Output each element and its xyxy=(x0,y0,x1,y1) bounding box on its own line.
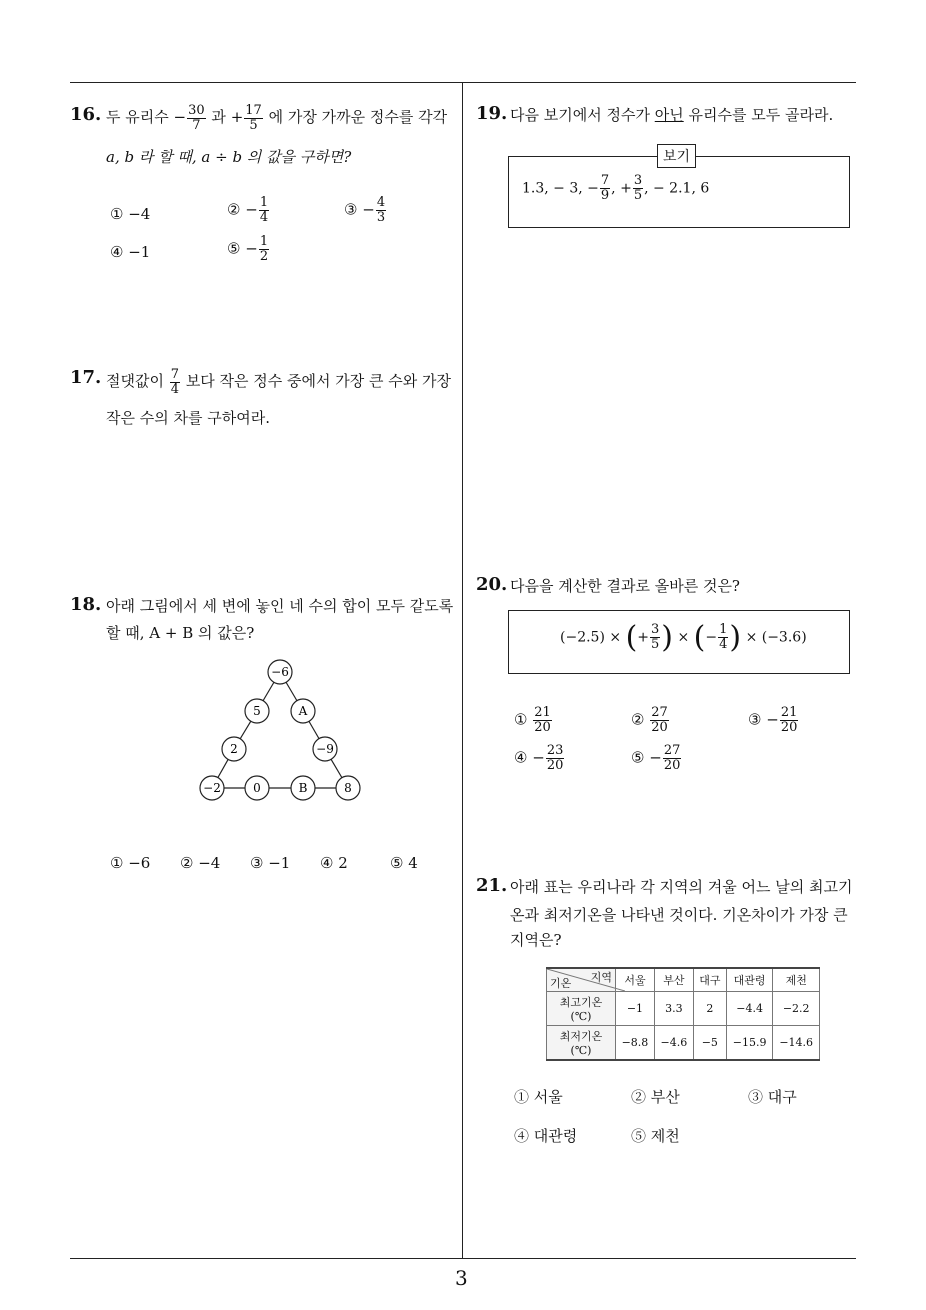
table-header-cell: 대관령 xyxy=(726,968,773,992)
q16-text-b: 과 xyxy=(211,108,226,126)
choice-frac-num: 4 xyxy=(376,195,386,210)
q16-frac1 xyxy=(187,104,206,133)
choice-mark: ② xyxy=(631,710,645,729)
choice-mark: ⑤ xyxy=(227,239,241,258)
node-left-2 xyxy=(222,737,246,761)
q20-frac1-den: 5 xyxy=(651,637,660,652)
choice-mark: ③ xyxy=(748,710,762,729)
node-left-1 xyxy=(245,699,269,723)
q18-choice-1[interactable] xyxy=(110,854,150,872)
q18-question-line1: 아래 그림에서 세 변에 놓인 네 수의 합이 모두 같도록 xyxy=(106,597,454,615)
q17-frac xyxy=(170,368,180,397)
node-label: A xyxy=(298,704,308,718)
table-cell: −4.6 xyxy=(654,1026,693,1061)
q17-frac-den: 4 xyxy=(170,381,180,397)
q16-frac2-sign: + xyxy=(230,108,244,126)
q16-text-a: 두 유리수 xyxy=(106,108,169,126)
q18-number: 18. xyxy=(70,594,102,615)
q20-choice-3[interactable] xyxy=(748,706,799,735)
choice-value: 2 xyxy=(338,854,348,872)
choice-mark: ④ xyxy=(514,748,528,767)
table-corner-cell xyxy=(547,968,616,992)
q21-choice-3[interactable] xyxy=(748,1086,797,1107)
q19-frac1-den: 9 xyxy=(600,188,610,203)
q16-number: 16. xyxy=(70,104,102,125)
choice-mark: ③ xyxy=(250,854,264,872)
corner-label-region: 지역 xyxy=(590,971,612,984)
node-bottom-right xyxy=(336,776,360,800)
q18-nodes xyxy=(200,660,360,800)
q19-text-underlined: 아닌 xyxy=(654,106,684,124)
node-right-1 xyxy=(291,699,315,723)
q21-question-line1: 아래 표는 우리나라 각 지역의 겨울 어느 날의 최고기 xyxy=(510,878,853,896)
q19-frac2 xyxy=(633,174,643,203)
q16-frac2-num: 17 xyxy=(245,102,262,118)
table-cell: −15.9 xyxy=(726,1026,773,1061)
choice-mark: ② xyxy=(227,200,241,219)
choice-mark: ⑤ xyxy=(631,748,645,767)
q21-choice-1[interactable] xyxy=(514,1086,563,1107)
choice-frac xyxy=(259,235,269,264)
choice-frac xyxy=(663,744,682,773)
q19-text-a: 다음 보기에서 정수가 xyxy=(510,106,650,124)
q20-choice-1[interactable] xyxy=(514,706,553,735)
node-bottom-left xyxy=(200,776,224,800)
choice-sign: − xyxy=(766,710,779,729)
q18-question-line2: 할 때, A + B 의 값은? xyxy=(106,624,255,642)
q20-choice-5[interactable] xyxy=(631,744,682,773)
q20-choice-2[interactable] xyxy=(631,706,670,735)
choice-frac xyxy=(546,744,565,773)
q16-choice-1[interactable] xyxy=(110,205,150,223)
choice-value: −6 xyxy=(128,854,151,872)
choice-frac xyxy=(533,706,552,735)
q21-choice-2[interactable] xyxy=(631,1086,680,1107)
q18-choice-5[interactable] xyxy=(390,854,418,872)
choice-value: −4 xyxy=(128,205,151,223)
table-header-cell: 대구 xyxy=(693,968,726,992)
choice-mark: ① xyxy=(514,710,528,729)
choice-mark: ⑤ xyxy=(631,1127,647,1145)
q16-choice-5[interactable] xyxy=(227,235,270,264)
node-label: −2 xyxy=(203,781,221,795)
q20-frac1 xyxy=(650,623,660,652)
choice-frac xyxy=(780,706,799,735)
q16-question-line2: a, b 라 할 때, a ÷ b 의 값을 구하면? xyxy=(106,148,352,166)
choice-value: −4 xyxy=(198,854,221,872)
node-label: 2 xyxy=(230,742,238,756)
choice-sign: − xyxy=(649,748,662,767)
q19-question xyxy=(510,100,833,130)
node-label: 0 xyxy=(253,781,261,795)
q17-number: 17. xyxy=(70,367,102,388)
choice-frac-den: 2 xyxy=(259,249,269,264)
choice-mark: ① xyxy=(514,1088,530,1106)
choice-mark: ② xyxy=(631,1088,647,1106)
q20-frac2 xyxy=(718,623,728,652)
choice-mark: ③ xyxy=(748,1088,764,1106)
choice-mark: ④ xyxy=(110,243,124,261)
q19-frac1-num: 7 xyxy=(600,173,610,188)
q17-text-a: 절댓값이 xyxy=(106,372,164,390)
q20-frac2-den: 4 xyxy=(719,637,728,652)
q20-number: 20. xyxy=(476,574,508,595)
q18-triangle-diagram xyxy=(195,655,365,805)
node-bottom-3 xyxy=(291,776,315,800)
node-right-2 xyxy=(313,737,337,761)
node-top xyxy=(268,660,292,684)
page-number: 3 xyxy=(455,1266,468,1290)
q19-example-label: 보기 xyxy=(657,144,696,168)
q16-frac1-den: 7 xyxy=(192,117,201,133)
choice-sign: − xyxy=(245,239,258,258)
table-header-cell: 제천 xyxy=(773,968,820,992)
q20-expression: (−2.5) × (+ $\frac{3}{5}$ ) × (− $\frac{1}{4}$ ) × (−3.6) xyxy=(560,620,807,655)
choice-mark: ① xyxy=(110,854,124,872)
table-cell: −1 xyxy=(616,992,655,1026)
choice-frac-den: 20 xyxy=(546,758,564,773)
q21-number: 21. xyxy=(476,875,508,896)
q20-expr-a: (−2.5) × xyxy=(560,629,622,646)
table-cell: −8.8 xyxy=(616,1026,655,1061)
choice-sign: − xyxy=(532,748,545,767)
q16-frac2-den: 5 xyxy=(249,117,258,133)
choice-value: 대관령 xyxy=(533,1127,578,1145)
choice-frac-num: 27 xyxy=(663,743,681,758)
node-label: 8 xyxy=(344,781,352,795)
table-cell: 3.3 xyxy=(654,992,693,1026)
choice-sign: − xyxy=(245,200,258,219)
q16-text-c: 에 가장 가까운 정수를 각각 xyxy=(268,108,448,126)
q18-choice-3[interactable] xyxy=(250,854,290,872)
q17-question-line2: 작은 수의 차를 구하여라. xyxy=(106,409,270,427)
node-label: −6 xyxy=(271,665,289,679)
q19-frac2-den: 5 xyxy=(633,188,643,203)
q19-example-items xyxy=(522,174,709,203)
table-row xyxy=(547,1026,820,1061)
choice-value: 4 xyxy=(408,854,418,872)
choice-frac-den: 20 xyxy=(534,720,551,735)
top-rule xyxy=(70,82,856,83)
choice-value: 서울 xyxy=(533,1088,563,1106)
q21-choice-5[interactable] xyxy=(631,1125,680,1146)
table-cell: 2 xyxy=(693,992,726,1026)
q19-items-a: 1.3, − 3, − xyxy=(522,180,599,197)
choice-value: 제천 xyxy=(650,1127,680,1145)
table-header-cell: 서울 xyxy=(616,968,655,992)
choice-frac xyxy=(376,196,386,225)
choice-frac-num: 1 xyxy=(259,195,269,210)
q18-choice-4[interactable] xyxy=(320,854,348,872)
q21-temperature-table xyxy=(546,967,820,1061)
choice-frac-den: 20 xyxy=(780,720,798,735)
choice-mark: ④ xyxy=(320,854,334,872)
q17-text-b: 보다 작은 정수 중에서 가장 큰 수와 가장 xyxy=(185,372,452,390)
table-header-row xyxy=(547,968,820,992)
q16-frac2 xyxy=(244,104,263,133)
q20-frac1-sign: + xyxy=(637,629,650,646)
choice-frac-den: 4 xyxy=(259,210,269,225)
q16-frac1-sign: − xyxy=(173,108,187,126)
table-cell: −14.6 xyxy=(773,1026,820,1061)
q21-question-line3: 지역은? xyxy=(510,931,562,949)
q20-expr-c: × (−3.6) xyxy=(745,629,807,646)
choice-frac-num: 21 xyxy=(780,705,798,720)
q17-frac-num: 7 xyxy=(170,366,180,382)
q19-frac2-num: 3 xyxy=(633,173,643,188)
table-cell: −5 xyxy=(693,1026,726,1061)
node-label: B xyxy=(298,781,308,795)
q16-choice-3[interactable] xyxy=(344,196,387,225)
table-cell: −4.4 xyxy=(726,992,773,1026)
q20-question: 다음을 계산한 결과로 올바른 것은? xyxy=(510,577,740,595)
q20-frac2-sign: − xyxy=(705,629,718,646)
choice-frac-den: 20 xyxy=(651,720,668,735)
choice-frac-den: 20 xyxy=(663,758,681,773)
q21-question-line2: 온과 최저기온을 나타낸 것이다. 기온차이가 가장 큰 xyxy=(510,906,848,924)
choice-value: −1 xyxy=(268,854,291,872)
q20-frac1-num: 3 xyxy=(651,622,660,637)
choice-mark: ① xyxy=(110,205,124,223)
choice-frac-num: 27 xyxy=(651,705,668,720)
choice-mark: ④ xyxy=(514,1127,530,1145)
q20-expr-b: × xyxy=(677,629,690,646)
choice-mark: ② xyxy=(180,854,194,872)
table-cell: −2.2 xyxy=(773,992,820,1026)
node-bottom-2 xyxy=(245,776,269,800)
q21-choice-4[interactable] xyxy=(514,1125,577,1146)
q19-items-c: , − 2.1, 6 xyxy=(644,180,710,197)
choice-frac xyxy=(650,706,669,735)
q19-items-b: , + xyxy=(611,180,632,197)
choice-value: 대구 xyxy=(767,1088,797,1106)
q16-choice-4[interactable] xyxy=(110,243,150,261)
table-row xyxy=(547,992,820,1026)
choice-sign: − xyxy=(362,200,375,219)
q20-frac2-num: 1 xyxy=(719,622,728,637)
table-row-label: 최고기온(℃) xyxy=(547,992,616,1026)
q16-choice-2[interactable] xyxy=(227,196,270,225)
choice-frac-num: 1 xyxy=(259,234,269,249)
choice-frac-num: 23 xyxy=(546,743,564,758)
q16-question-line1 xyxy=(106,102,447,133)
corner-label-temp: 기온 xyxy=(550,977,572,990)
choice-mark: ⑤ xyxy=(390,854,404,872)
q19-text-b: 유리수를 모두 골라라. xyxy=(688,106,834,124)
q16-frac1-num: 30 xyxy=(188,102,205,118)
q20-choice-4[interactable] xyxy=(514,744,565,773)
q19-frac1 xyxy=(600,174,610,203)
table-header-cell: 부산 xyxy=(654,968,693,992)
choice-frac-num: 21 xyxy=(534,705,551,720)
bottom-rule xyxy=(70,1258,856,1259)
table-row-label: 최저기온(℃) xyxy=(547,1026,616,1061)
choice-frac-den: 3 xyxy=(376,210,386,225)
node-label: −9 xyxy=(316,742,334,756)
q18-choice-2[interactable] xyxy=(180,854,220,872)
q17-question-line1 xyxy=(106,366,451,397)
choice-value: 부산 xyxy=(650,1088,680,1106)
choice-value: −1 xyxy=(128,243,151,261)
q19-number: 19. xyxy=(476,103,508,124)
choice-frac xyxy=(259,196,269,225)
column-divider xyxy=(462,82,463,1259)
choice-mark: ③ xyxy=(344,200,358,219)
node-label: 5 xyxy=(253,704,261,718)
